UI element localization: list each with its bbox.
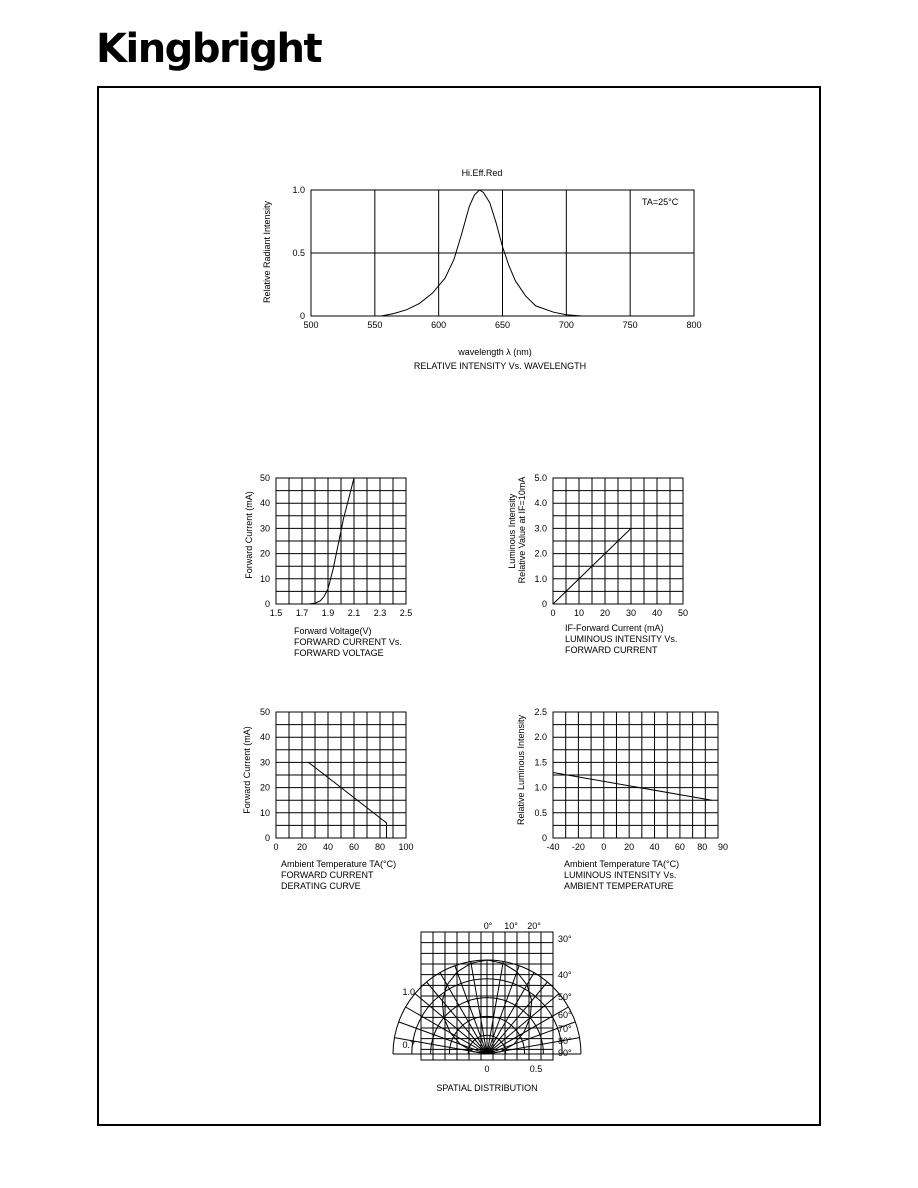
derating-xtick-label: 100	[398, 842, 414, 852]
derating-ytick-label: 0	[264, 833, 270, 843]
iv-ylabel: Forward Current (mA)	[244, 491, 254, 579]
iv-caption-2: FORWARD VOLTAGE	[294, 648, 384, 658]
derating-ytick-label: 40	[259, 732, 270, 743]
iv-xtick-label: 2.5	[399, 608, 413, 618]
lum-ta-xtick-label: 40	[649, 842, 660, 852]
lum-if-chart	[507, 473, 688, 655]
spectrum-annotation: TA=25°C	[642, 197, 679, 207]
lum-ta-caption-1: LUMINOUS INTENSITY Vs.	[564, 870, 677, 880]
lum-ta-xtick-label: 60	[674, 842, 685, 852]
lum-ta-xtick-label: 20	[624, 842, 635, 852]
iv-ytick-label: 0	[264, 599, 270, 609]
lum-if-xtick-label: 10	[573, 608, 585, 618]
spectrum-ylabel: Relative Radiant Intensity	[262, 200, 272, 304]
iv-xtick-label: 2.3	[373, 608, 387, 618]
derating-xtick-label: 40	[322, 842, 334, 852]
lum-ta-ytick-label: 0	[541, 833, 547, 843]
lum-ta-ytick-label: 0.5	[534, 807, 547, 818]
lum-if-xlabel: IF-Forward Current (mA)	[565, 623, 664, 633]
spectrum-xtick-label: 700	[558, 320, 574, 330]
derating-chart	[242, 707, 414, 891]
lum-if-ylabel-line2: Relative Value at IF=10mA	[517, 476, 527, 584]
derating-xlabel: Ambient Temperature TA(°C)	[281, 859, 397, 869]
spatial-angle-label: 0°	[483, 921, 493, 931]
lum-if-ytick-label: 0	[541, 599, 547, 609]
lum-if-xtick-label: 30	[625, 608, 637, 618]
lum-ta-ylabel: Relative Luminous Intensity	[516, 714, 526, 826]
spatial-angle-label: 70°	[558, 1024, 572, 1034]
kingbright-logo: Kingbright	[96, 26, 322, 72]
iv-ytick-label: 30	[259, 523, 270, 534]
iv-xtick-label: 1.5	[269, 608, 283, 618]
spectrum-xtick-label: 650	[494, 320, 511, 330]
lum-if-caption-2: FORWARD CURRENT	[565, 645, 658, 655]
iv-xtick-label: 1.9	[321, 608, 335, 618]
spectrum-xtick-label: 550	[367, 320, 383, 330]
spatial-angle-label: 20°	[527, 921, 541, 931]
spatial-chart	[393, 921, 581, 1093]
spatial-angle-label: 80°	[558, 1036, 572, 1046]
lum-if-caption-1: LUMINOUS INTENSITY Vs.	[565, 634, 678, 644]
spatial-angle-label: 10°	[504, 921, 518, 931]
derating-xtick-label: 20	[296, 842, 308, 852]
spectrum-ytick-label: 1.0	[292, 185, 305, 195]
spatial-angle-label: 40°	[558, 970, 572, 980]
derating-xtick-label: 80	[374, 842, 386, 852]
derating-caption-2: DERATING CURVE	[281, 881, 361, 891]
derating-caption-1: FORWARD CURRENT	[281, 870, 374, 880]
iv-ytick-label: 50	[259, 473, 270, 483]
iv-chart	[244, 473, 412, 658]
derating-xtick-label: 60	[348, 842, 360, 852]
iv-ytick-label: 20	[259, 548, 270, 559]
lum-if-xtick-label: 20	[599, 608, 611, 618]
lum-ta-xtick-label: 0	[601, 842, 607, 852]
derating-ylabel: Forward Current (mA)	[242, 726, 252, 814]
spectrum-ytick-label: 0	[299, 311, 305, 321]
spectrum-xtick-label: 750	[622, 320, 638, 330]
lum-ta-caption-2: AMBIENT TEMPERATURE	[564, 881, 674, 891]
spectrum-chart	[262, 168, 702, 371]
lum-if-xtick-label: 40	[651, 608, 663, 618]
spatial-left-label: 0.7	[402, 1040, 415, 1050]
lum-if-xtick-label: 0	[550, 608, 556, 618]
lum-ta-ytick-label: 1.5	[534, 757, 547, 768]
lum-ta-xtick-label: -20	[571, 842, 585, 852]
iv-xtick-label: 1.7	[295, 608, 309, 618]
lum-if-ylabel	[507, 477, 527, 584]
spectrum-xlabel: wavelength λ (nm)	[458, 347, 532, 357]
iv-grid	[276, 478, 406, 604]
lum-if-ytick-label: 3.0	[534, 523, 547, 534]
iv-caption-1: FORWARD CURRENT Vs.	[294, 637, 402, 647]
lum-if-ytick-label: 5.0	[534, 473, 547, 483]
lum-ta-xtick-label: 80	[697, 842, 708, 852]
spectrum-title: Hi.Eff.Red	[461, 168, 503, 178]
lum-if-ylabel-line1: Luminous Intensity	[507, 493, 517, 569]
spectrum-xtick-label: 500	[303, 320, 319, 330]
spectrum-caption: RELATIVE INTENSITY Vs. WAVELENGTH	[413, 361, 587, 371]
derating-ytick-label: 30	[259, 757, 270, 768]
spatial-bottom-label: 0	[484, 1064, 490, 1074]
lum-ta-ytick-label: 1.0	[534, 782, 547, 793]
derating-ytick-label: 20	[259, 782, 270, 793]
spatial-bottom-label: 0.5	[529, 1064, 543, 1074]
lum-ta-ytick-label: 2.0	[534, 732, 547, 743]
spectrum-grid	[311, 190, 694, 316]
spectrum-ytick-label: 0.5	[292, 248, 305, 258]
lum-ta-xtick-label: 90	[717, 842, 729, 852]
spatial-angle-label: 60°	[558, 1010, 572, 1020]
lum-if-ytick-label: 4.0	[534, 498, 547, 509]
spatial-caption: SPATIAL DISTRIBUTION	[436, 1083, 538, 1093]
spatial-left-label: 1.0	[402, 987, 415, 997]
lum-ta-series-line	[553, 773, 712, 801]
lum-ta-chart	[516, 707, 728, 891]
lum-if-ytick-label: 2.0	[534, 548, 547, 559]
derating-grid	[276, 712, 406, 838]
spectrum-xtick-label: 600	[431, 320, 447, 330]
iv-xlabel: Forward Voltage(V)	[294, 626, 372, 636]
iv-xtick-label: 2.1	[347, 608, 361, 618]
spatial-angle-label: 50°	[558, 992, 572, 1002]
derating-ytick-label: 50	[259, 707, 270, 717]
spatial-angle-label: 90°	[558, 1048, 572, 1058]
lum-ta-xtick-label: -40	[546, 842, 560, 852]
lum-ta-grid	[553, 712, 718, 838]
spatial-angle-label: 30°	[558, 934, 572, 944]
lum-if-xtick-label: 50	[677, 608, 689, 618]
lum-if-ytick-label: 1.0	[534, 573, 547, 584]
lum-ta-xlabel: Ambient Temperature TA(°C)	[564, 859, 680, 869]
derating-xtick-label: 0	[273, 842, 279, 852]
lum-ta-ytick-label: 2.5	[534, 707, 547, 717]
derating-ytick-label: 10	[259, 807, 270, 818]
iv-ytick-label: 10	[259, 573, 270, 584]
spectrum-xtick-label: 800	[686, 320, 702, 330]
iv-ytick-label: 40	[259, 498, 270, 509]
